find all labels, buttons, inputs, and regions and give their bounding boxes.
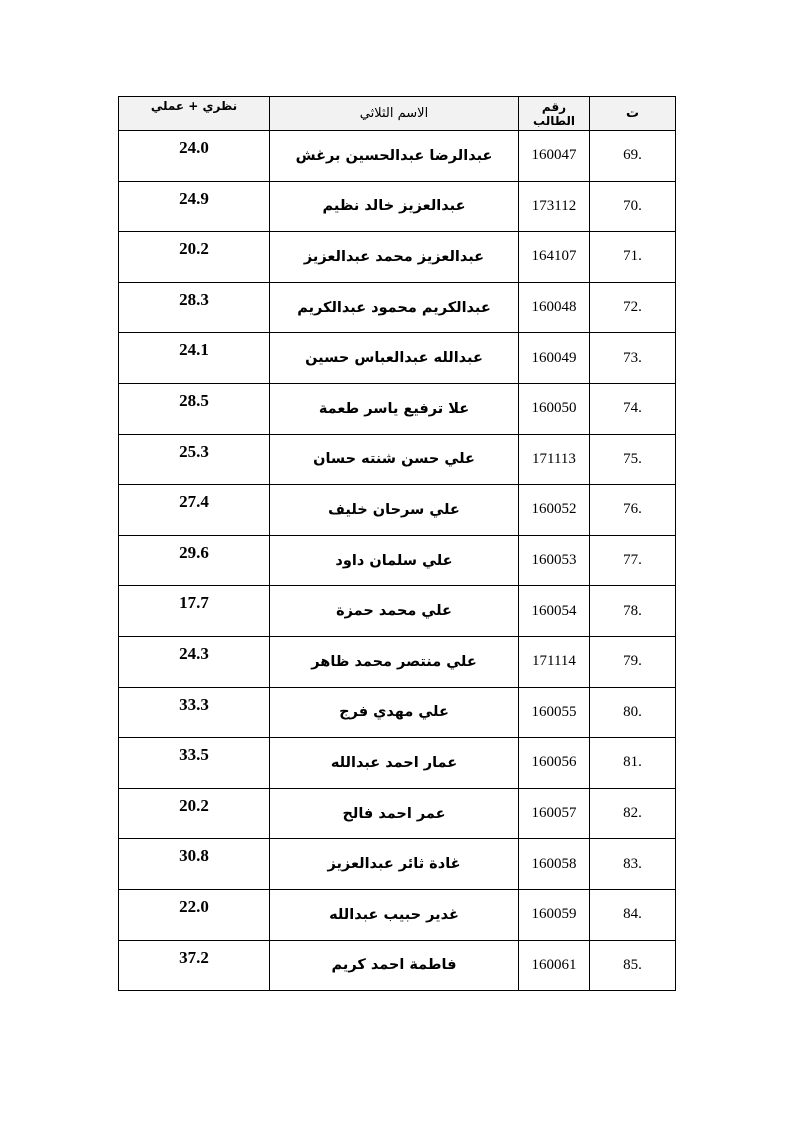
student-id-cell: 160054 — [519, 586, 590, 637]
student-id-cell: 160058 — [519, 839, 590, 890]
table-row — [119, 434, 676, 485]
table-body — [119, 131, 676, 991]
seq-number-cell: 78. — [590, 586, 676, 637]
student-id-cell: 171114 — [519, 636, 590, 687]
seq-number-cell: 82. — [590, 788, 676, 839]
grade-cell: 28.3 — [119, 282, 270, 333]
table-row — [119, 535, 676, 586]
student-name-cell: علي منتصر محمد ظاهر — [270, 636, 519, 687]
student-name-cell: علي سرحان خليف — [270, 485, 519, 536]
table-row — [119, 131, 676, 182]
seq-number-cell: 77. — [590, 535, 676, 586]
grade-cell: 22.0 — [119, 889, 270, 940]
grade-cell: 37.2 — [119, 940, 270, 991]
student-id-cell: 160059 — [519, 889, 590, 940]
seq-number-cell: 75. — [590, 434, 676, 485]
table-row — [119, 586, 676, 637]
grade-cell: 33.5 — [119, 738, 270, 789]
student-id-cell: 164107 — [519, 232, 590, 283]
grade-cell: 24.1 — [119, 333, 270, 384]
student-name-cell: عبدالله عبدالعباس حسين — [270, 333, 519, 384]
grade-cell: 29.6 — [119, 535, 270, 586]
seq-number-cell: 72. — [590, 282, 676, 333]
grade-cell: 25.3 — [119, 434, 270, 485]
header-grade: نظري + عملي — [119, 97, 270, 131]
table-row — [119, 383, 676, 434]
seq-number-cell: 79. — [590, 636, 676, 687]
seq-number-cell: 73. — [590, 333, 676, 384]
table-row — [119, 788, 676, 839]
student-name-cell: عبدالعزيز خالد نظيم — [270, 181, 519, 232]
student-id-cell: 160049 — [519, 333, 590, 384]
student-name-cell: علي محمد حمزة — [270, 586, 519, 637]
grade-cell: 20.2 — [119, 788, 270, 839]
student-name-cell: عبدالعزيز محمد عبدالعزيز — [270, 232, 519, 283]
header-seq: ت — [590, 97, 676, 131]
student-name-cell: عمار احمد عبدالله — [270, 738, 519, 789]
student-name-cell: فاطمة احمد كريم — [270, 940, 519, 991]
table-row — [119, 282, 676, 333]
student-name-cell: عبدالكريم محمود عبدالكريم — [270, 282, 519, 333]
table-row — [119, 181, 676, 232]
seq-number-cell: 84. — [590, 889, 676, 940]
student-id-cell: 160056 — [519, 738, 590, 789]
seq-number-cell: 71. — [590, 232, 676, 283]
seq-number-cell: 80. — [590, 687, 676, 738]
student-id-cell: 160052 — [519, 485, 590, 536]
student-id-cell: 160053 — [519, 535, 590, 586]
table-row — [119, 839, 676, 890]
table-row — [119, 889, 676, 940]
table-header-row — [119, 97, 676, 131]
seq-number-cell: 76. — [590, 485, 676, 536]
seq-number-cell: 85. — [590, 940, 676, 991]
student-id-cell: 171113 — [519, 434, 590, 485]
grade-cell: 24.3 — [119, 636, 270, 687]
student-name-cell: غدير حبيب عبدالله — [270, 889, 519, 940]
student-name-cell: علا ترفيع ياسر طعمة — [270, 383, 519, 434]
grade-cell: 24.0 — [119, 131, 270, 182]
table-row — [119, 333, 676, 384]
student-id-cell: 160050 — [519, 383, 590, 434]
student-id-cell: 160061 — [519, 940, 590, 991]
student-name-cell: علي حسن شنته حسان — [270, 434, 519, 485]
grade-cell: 28.5 — [119, 383, 270, 434]
student-id-cell: 160048 — [519, 282, 590, 333]
grade-cell: 30.8 — [119, 839, 270, 890]
student-name-cell: علي سلمان داود — [270, 535, 519, 586]
student-grades-table — [118, 96, 676, 991]
header-name: الاسم الثلاثي — [270, 97, 519, 131]
student-name-cell: عمر احمد فالح — [270, 788, 519, 839]
seq-number-cell: 69. — [590, 131, 676, 182]
table-row — [119, 232, 676, 283]
table-row — [119, 940, 676, 991]
header-student-id: رقم الطالب — [519, 97, 590, 131]
grade-cell: 27.4 — [119, 485, 270, 536]
seq-number-cell: 70. — [590, 181, 676, 232]
grade-cell: 20.2 — [119, 232, 270, 283]
grade-cell: 24.9 — [119, 181, 270, 232]
student-id-cell: 160057 — [519, 788, 590, 839]
student-name-cell: غادة ثائر عبدالعزيز — [270, 839, 519, 890]
seq-number-cell: 83. — [590, 839, 676, 890]
table-row — [119, 485, 676, 536]
grade-cell: 17.7 — [119, 586, 270, 637]
student-name-cell: عبدالرضا عبدالحسين برغش — [270, 131, 519, 182]
table-row — [119, 636, 676, 687]
student-id-cell: 160047 — [519, 131, 590, 182]
table-row — [119, 687, 676, 738]
student-id-cell: 173112 — [519, 181, 590, 232]
student-id-cell: 160055 — [519, 687, 590, 738]
table-row — [119, 738, 676, 789]
grade-cell: 33.3 — [119, 687, 270, 738]
seq-number-cell: 74. — [590, 383, 676, 434]
student-name-cell: علي مهدي فرج — [270, 687, 519, 738]
seq-number-cell: 81. — [590, 738, 676, 789]
